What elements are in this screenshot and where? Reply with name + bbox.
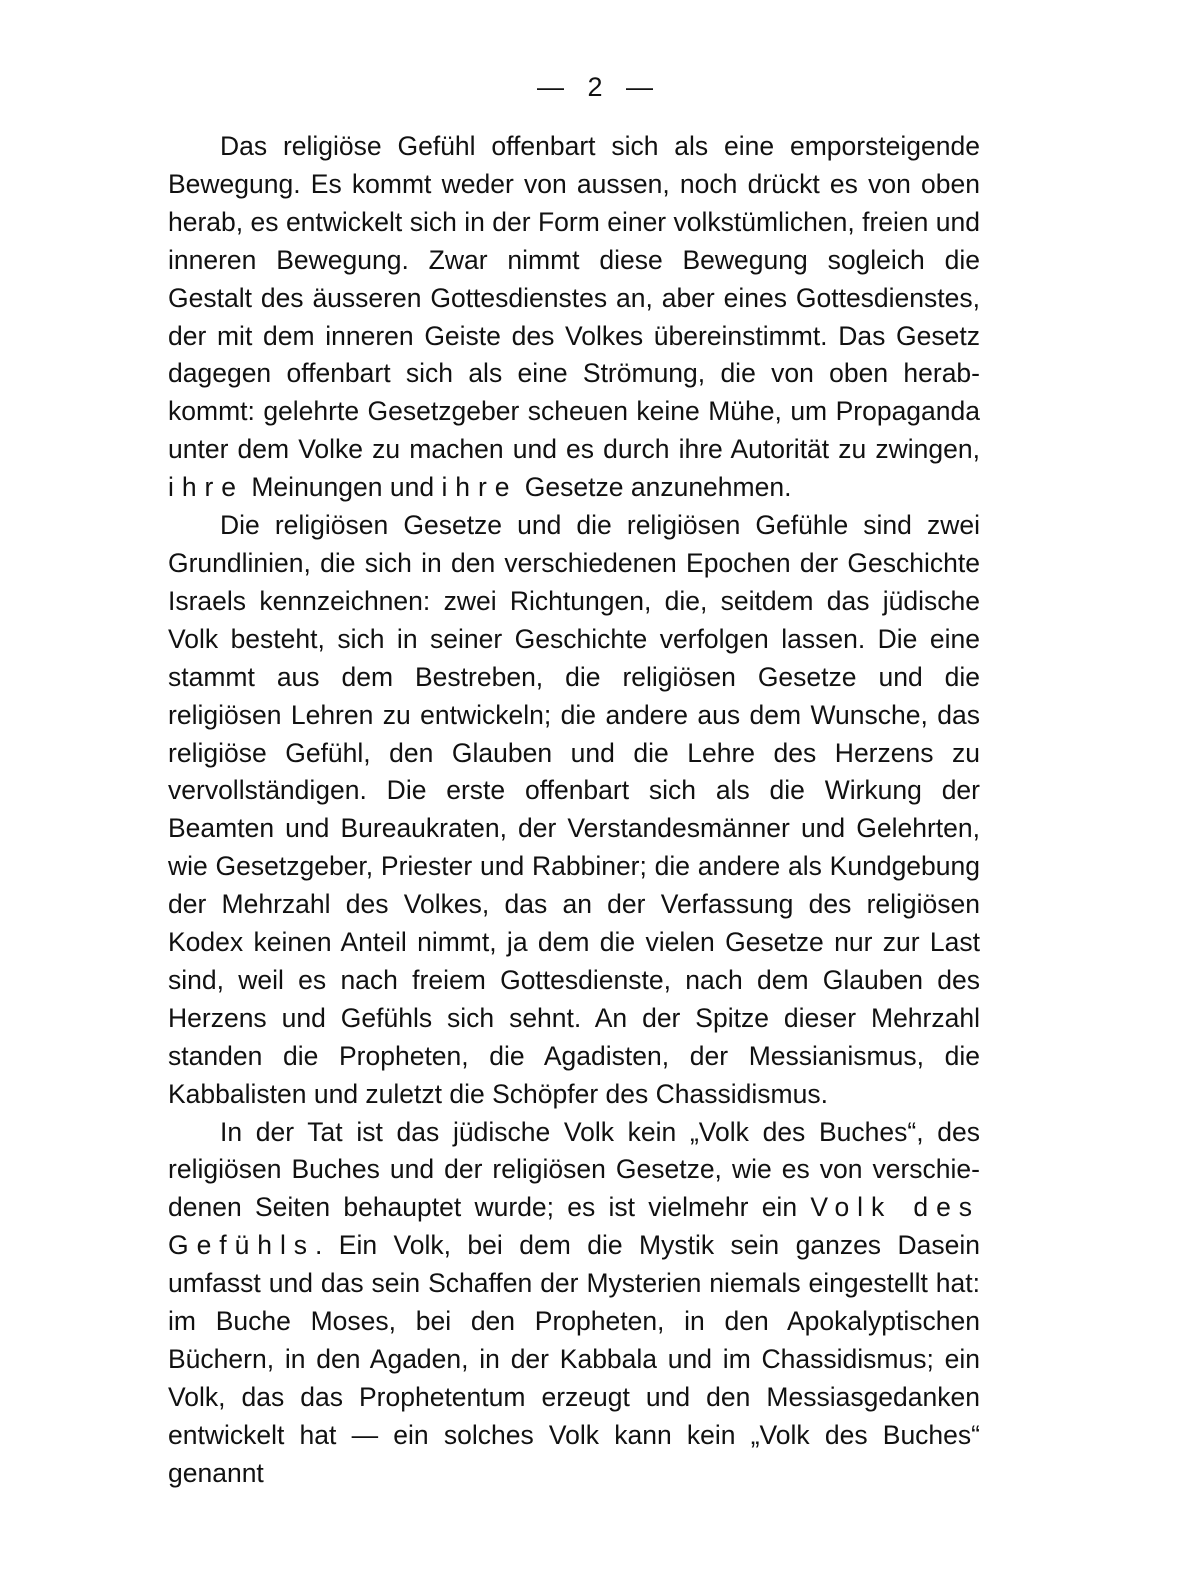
paragraph-1 [168,128,980,507]
paragraph-3 [168,1114,980,1493]
paragraph-1-text-a: Das religiöse Gefühl offenbart sich als eine emporsteigende Bewegung. Es kommt weder von aussen, noch drückt es von oben herab, es entwickelt sich in der Form einer volkstümlichen, freien und inneren Bewegung. Zwar nimmt diese Bewegung sogleich die Gestalt des äusseren Gottesdienstes an, aber eines Gottesdienstes, der mit dem inneren Geiste des Volkes übereinstimmt. Das Gesetz dagegen offenbart sich als eine Strömung, die von oben herabkommt: gelehrte Gesetzgeber scheuen keine Mühe, um Propaganda unter dem Volke zu machen und es durch ihre Autorität zu zwingen, [168,131,980,465]
paragraph-1-text-c: Gesetze anzunehmen. [517,472,792,503]
paragraph-3-text-b: . Ein Volk, bei dem die Mystik sein ganzes Dasein umfasst und das sein Schaffen der Mysterien niemals eingestellt hat: im Buche Moses, bei den Propheten, in den Apokalyptischen Büchern, in den Agaden, in der Kabbala und im Chassidismus; ein Volk, das das Prophetentum erzeugt und den Messiasgedanken entwickelt hat — ein solches Volk kann kein „Volk des Buches“ genannt [168,1230,980,1488]
paragraph-1-text-b: Meinungen und [244,472,442,503]
paragraph-2: Die religiösen Gesetze und die religiösen Gefühle sind zwei Grundlinien, die sich in den verschiedenen Epochen der Geschichte Israels kennzeichnen: zwei Richtungen, die, seitdem das jüdische Volk besteht, sich in seiner Geschichte verfolgen lassen. Die eine stammt aus dem Bestreben, die religiösen Gesetze und die religiösen Lehren zu entwickeln; die andere aus dem Wunsche, das religiöse Gefühl, den Glauben und die Lehre des Herzens zu vervollständigen. Die erste offenbart sich als die Wirkung der Beamten und Bureaukraten, der Verstandesmänner und Gelehrten, wie Gesetzgeber, Priester und Rabbiner; die andere als Kundgebung der Mehrzahl des Volkes, das an der Verfassung des religiösen Kodex keinen Anteil nimmt, ja dem die vielen Gesetze nur zur Last sind, weil es nach freiem Gottesdienste, nach dem Glauben des Herzens und Gefühls sich sehnt. An der Spitze dieser Mehrzahl standen die Propheten, die Agadisten, der Messianismus, die Kabbalisten und zuletzt die Schöpfer des Chassidismus. [168,510,980,1109]
emphasis-ihre-1: ihre [168,472,244,503]
emphasis-volk-des-gefuehls: Volk des Gefühls [168,1192,981,1261]
paragraph-3-text-a: In der Tat ist das jüdische Volk kein „Volk des Buches“, des religiösen Buches und der religiösen Gesetze, wie es von verschiedenen Seiten behauptet wurde; es ist vielmehr ein [168,1116,980,1223]
body-text [168,128,980,1493]
emphasis-ihre-2: ihre [441,472,518,503]
page-number: — 2 — [536,72,655,102]
